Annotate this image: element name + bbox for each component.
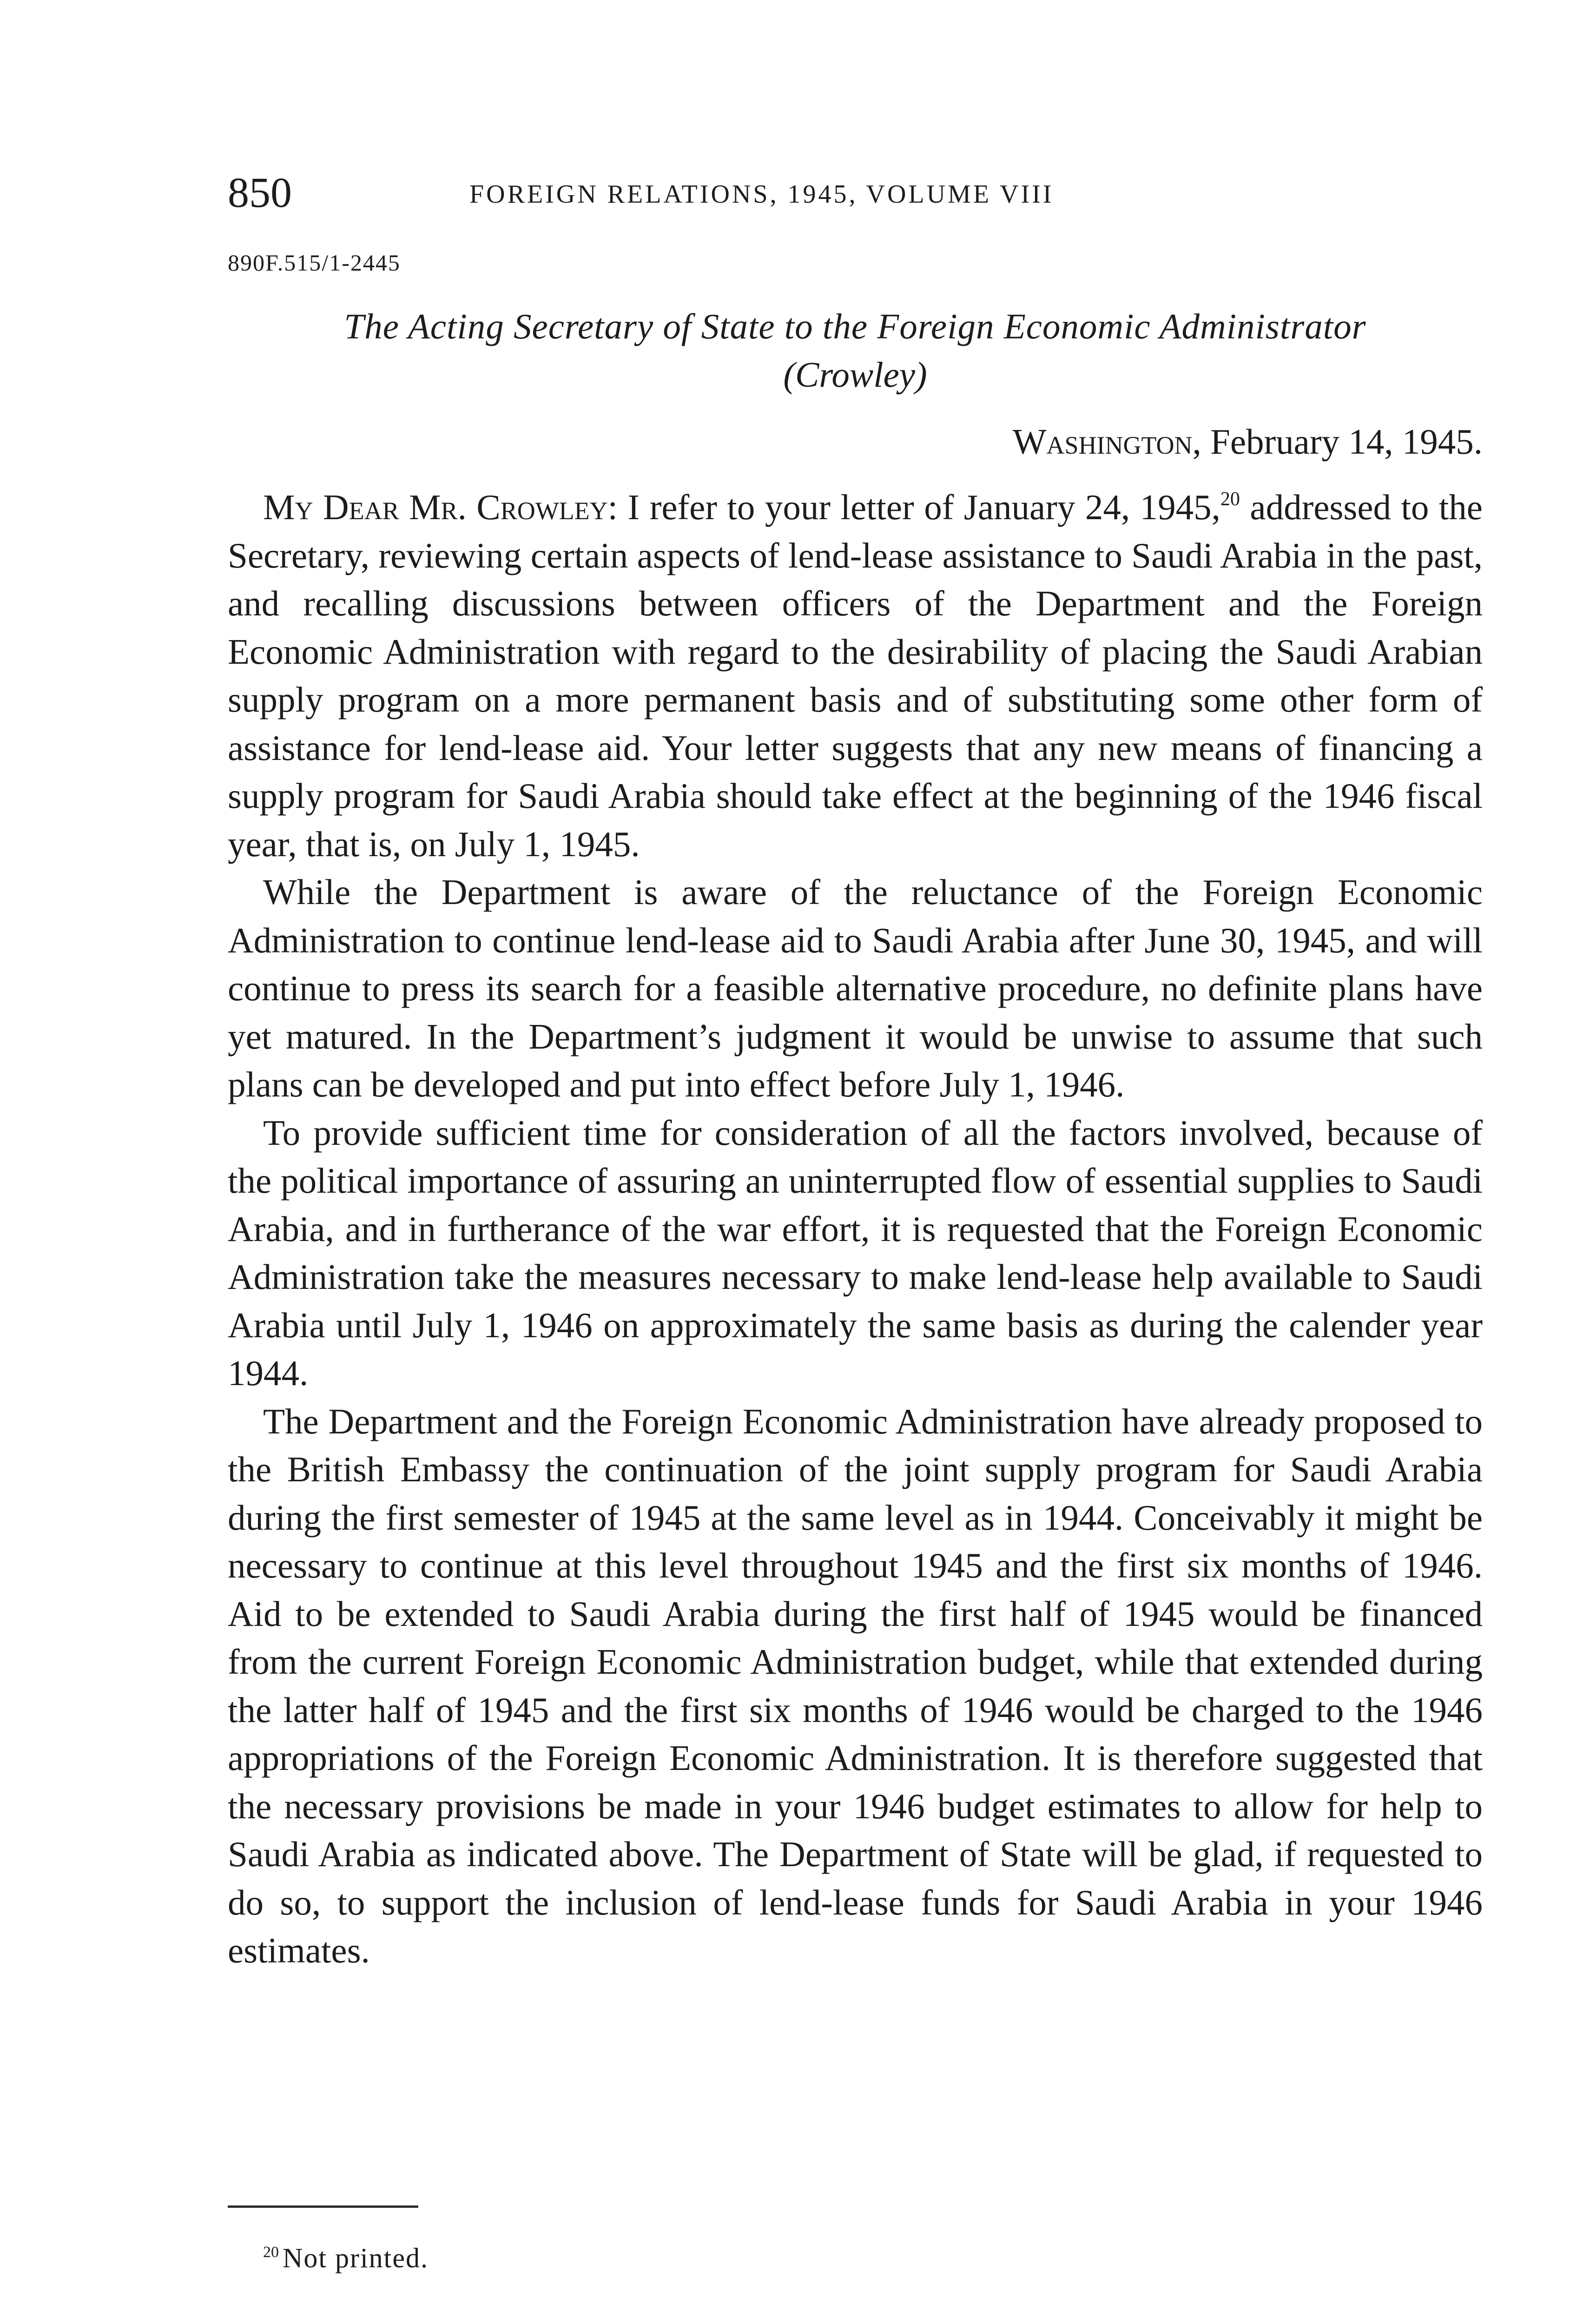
dateline-date: , February 14, 1945. (1192, 422, 1483, 462)
footnote-divider (228, 2205, 418, 2208)
file-number: 890F.515/1-2445 (228, 250, 401, 276)
heading-line-2: (Crowley) (783, 355, 927, 395)
salutation: My Dear Mr. Crowley (263, 487, 608, 527)
letter-body (228, 483, 1483, 1975)
paragraph-3: To provide sufficient time for consideration of all the factors involved, because of the political importance of assuring an uninterrupted flow of essential supplies to Saudi Arabia, and in furtherance of the war effort, it is requested that the Foreign Economic Administration take the measures necessary to make lend-lease help available to Saudi Arabia until July 1, 1946 on approximately the same basis as during the calender year 1944. (228, 1112, 1483, 1393)
document-heading (228, 302, 1483, 399)
dateline-place: Washington (1012, 422, 1193, 462)
footnote-reference: 20 (1220, 489, 1240, 510)
heading-line-1: The Acting Secretary of State to the Foreign Economic Administrator (344, 306, 1366, 346)
running-head (228, 171, 1483, 227)
footnote-text: Not printed. (283, 2243, 429, 2273)
paragraph-1-text: addressed to the Secretary, reviewing certain aspects of lend-lease assistance to Saudi Arabia in the past, and recalling discussions between officers of the Department and the Foreign Economic Administration with regard to the desirability of placing the Saudi Arabian supply program on a more permanent basis and of substituting some other form of assistance for lend-lease aid. Your letter suggests that any new means of financing a supply program for Saudi Arabia should take effect at the beginning of the 1946 fiscal year, that is, on July 1, 1945. (228, 487, 1483, 864)
paragraph-1-opening: : I refer to your letter of January 24, 1945, (607, 487, 1220, 527)
dateline (1013, 424, 1483, 460)
footnote-marker: 20 (263, 2244, 279, 2261)
paragraph-2: While the Department is aware of the reluctance of the Foreign Economic Administration to continue lend-lease aid to Saudi Arabia after June 30, 1945, and will continue to press its search for a feasible alternative procedure, no definite plans have yet matured. In the Department’s judgment it would be unwise to assume that such plans can be developed and put into effect before July 1, 1946. (228, 872, 1483, 1104)
running-title: FOREIGN RELATIONS, 1945, VOLUME VIII (469, 180, 1054, 209)
footnote (263, 2244, 429, 2272)
paragraph-4: The Department and the Foreign Economic Administration have already proposed to the British Embassy the continuation of the joint supply program for Saudi Arabia during the first semester of 1945 at the same level as in 1944. Conceivably it might be necessary to continue at this level throughout 1945 and the first six months of 1946. Aid to be extended to Saudi Arabia during the first half of 1945 would be financed from the current Foreign Economic Administration budget, while that extended during the latter half of 1945 and the first six months of 1946 would be charged to the 1946 appropriations of the Foreign Economic Administration. It is therefore suggested that the necessary provisions be made in your 1946 budget estimates to allow for help to Saudi Arabia as indicated above. The Department of State will be glad, if requested to do so, to support the inclusion of lend-lease funds for Saudi Arabia in your 1946 estimates. (228, 1401, 1483, 1970)
page-number: 850 (228, 169, 292, 216)
paragraph-1 (228, 483, 1483, 868)
